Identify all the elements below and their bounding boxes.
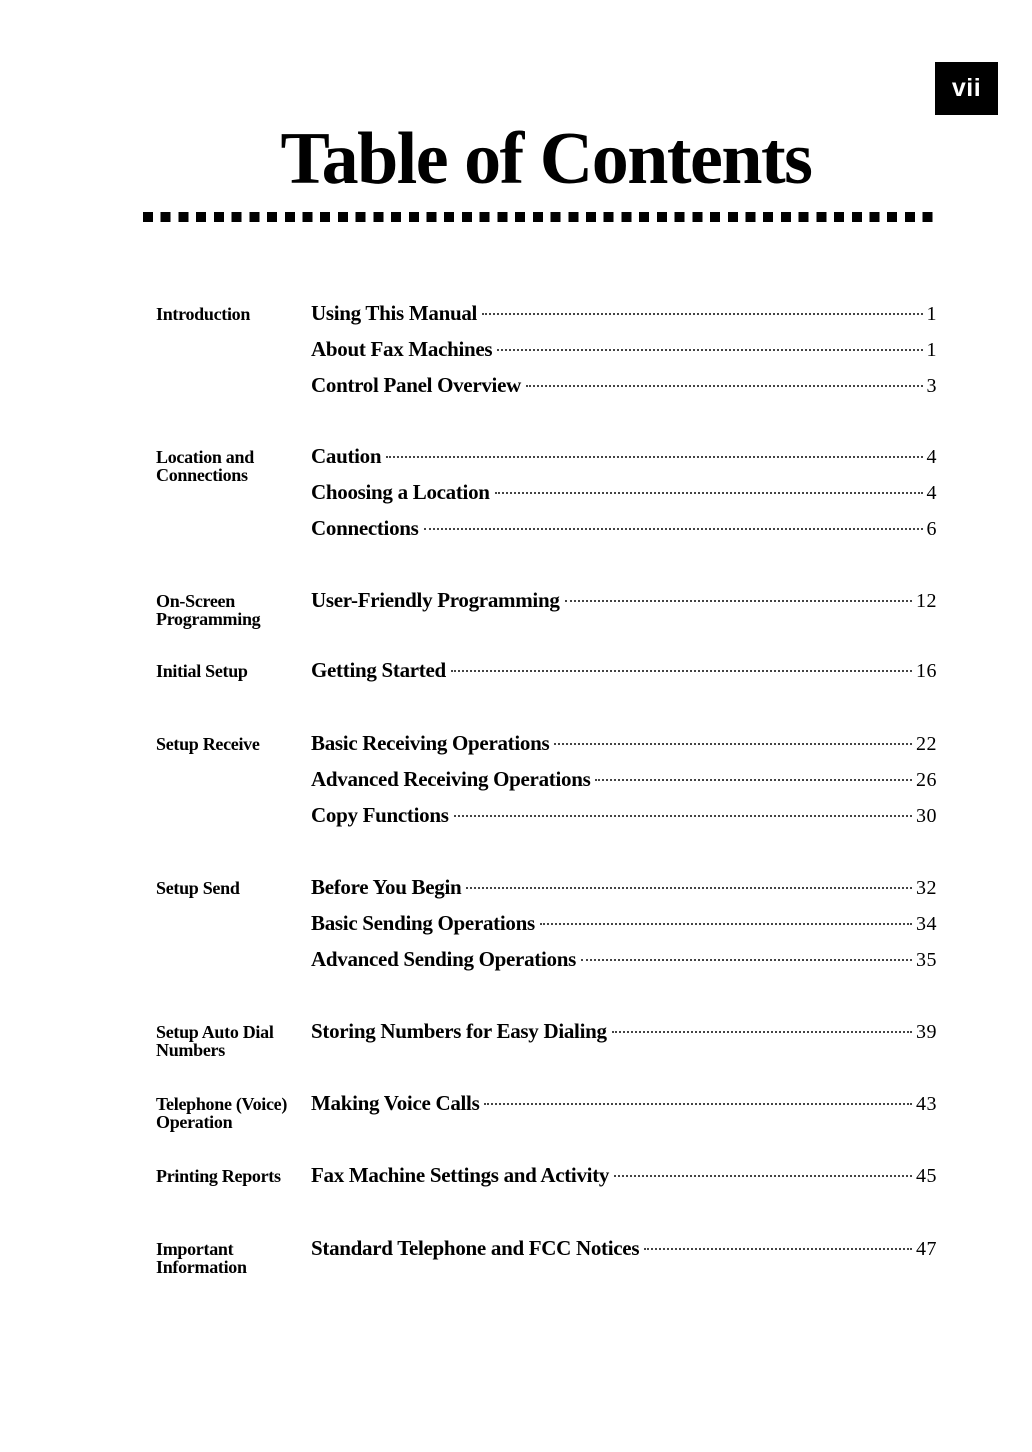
entry-page-number: 45	[916, 1165, 937, 1187]
section-label: Important Information	[156, 1239, 247, 1277]
section-label: Location and Connections	[156, 447, 254, 485]
entry-title: User-Friendly Programming	[311, 588, 560, 612]
entry-title: Caution	[311, 444, 382, 468]
dot-leader	[466, 886, 912, 889]
toc-entry[interactable]	[311, 766, 937, 792]
toc-entry[interactable]	[311, 300, 937, 326]
toc-entry[interactable]	[311, 587, 937, 613]
dot-leader	[386, 455, 922, 458]
toc-entry[interactable]	[311, 1090, 937, 1116]
dot-leader	[454, 814, 912, 817]
toc-entry[interactable]	[311, 515, 937, 541]
toc-entry[interactable]	[311, 1162, 937, 1188]
entry-title: Control Panel Overview	[311, 373, 521, 397]
entry-page-number: 47	[916, 1238, 937, 1260]
section-label: Setup Auto Dial Numbers	[156, 1022, 274, 1060]
dot-leader	[554, 742, 912, 745]
entry-title: Basic Receiving Operations	[311, 731, 550, 755]
entry-page-number: 30	[916, 805, 937, 827]
entry-page-number: 12	[916, 590, 937, 612]
section-label: On-Screen Programming	[156, 591, 261, 629]
entry-page-number: 1	[926, 339, 937, 361]
toc-entry[interactable]	[311, 372, 937, 398]
entry-title: Making Voice Calls	[311, 1091, 480, 1115]
entry-page-number: 4	[926, 482, 937, 504]
dot-leader	[614, 1174, 912, 1177]
toc-entry[interactable]	[311, 802, 937, 828]
toc-entry[interactable]	[311, 946, 937, 972]
entry-page-number: 6	[926, 518, 937, 540]
entry-page-number: 3	[926, 375, 937, 397]
toc-entry[interactable]	[311, 479, 937, 505]
section-label: Telephone (Voice) Operation	[156, 1094, 288, 1132]
toc-entry[interactable]	[311, 1235, 937, 1261]
toc-entry[interactable]	[311, 730, 937, 756]
entry-page-number: 32	[916, 877, 937, 899]
entry-title: Standard Telephone and FCC Notices	[311, 1236, 640, 1260]
entry-page-number: 4	[926, 446, 937, 468]
entry-page-number: 22	[916, 733, 937, 755]
toc-entry[interactable]	[311, 910, 937, 936]
toc-entry[interactable]	[311, 874, 937, 900]
section-label: Introduction	[156, 304, 251, 324]
dot-leader	[581, 958, 912, 961]
entry-title: Copy Functions	[311, 803, 449, 827]
toc-entry[interactable]	[311, 1018, 937, 1044]
entry-title: Before You Begin	[311, 875, 462, 899]
dot-leader	[495, 491, 923, 494]
entry-page-number: 39	[916, 1021, 937, 1043]
dot-leader	[565, 599, 912, 602]
dot-leader	[644, 1247, 912, 1250]
section-label: Setup Receive	[156, 734, 260, 754]
toc-entry[interactable]	[311, 443, 937, 469]
dot-leader	[497, 348, 922, 351]
entry-title: About Fax Machines	[311, 337, 493, 361]
toc-entry[interactable]	[311, 657, 937, 683]
entry-title: Using This Manual	[311, 301, 478, 325]
entry-title: Fax Machine Settings and Activity	[311, 1163, 610, 1187]
entry-title: Advanced Receiving Operations	[311, 767, 591, 791]
dot-leader	[612, 1030, 912, 1033]
entry-title: Basic Sending Operations	[311, 911, 535, 935]
page-title: Table of Contents	[280, 118, 812, 200]
section-label: Setup Send	[156, 878, 240, 898]
entry-title: Storing Numbers for Easy Dialing	[311, 1019, 607, 1043]
dot-leader	[451, 669, 912, 672]
entry-title: Connections	[311, 516, 419, 540]
entry-title: Advanced Sending Operations	[311, 947, 576, 971]
dot-leader	[484, 1102, 912, 1105]
entry-page-number: 26	[916, 769, 937, 791]
entry-page-number: 35	[916, 949, 937, 971]
dot-leader	[424, 527, 923, 530]
entry-title: Getting Started	[311, 658, 446, 682]
section-label: Printing Reports	[156, 1166, 281, 1186]
page-number-badge: vii	[935, 62, 998, 115]
entry-page-number: 16	[916, 660, 937, 682]
entry-page-number: 43	[916, 1093, 937, 1115]
dot-leader	[595, 778, 912, 781]
entry-page-number: 1	[926, 303, 937, 325]
dot-leader	[540, 922, 912, 925]
section-label: Initial Setup	[156, 661, 248, 681]
entry-page-number: 34	[916, 913, 937, 935]
dot-leader	[526, 384, 923, 387]
entry-title: Choosing a Location	[311, 480, 490, 504]
toc-entry[interactable]	[311, 336, 937, 362]
dot-leader	[482, 312, 922, 315]
